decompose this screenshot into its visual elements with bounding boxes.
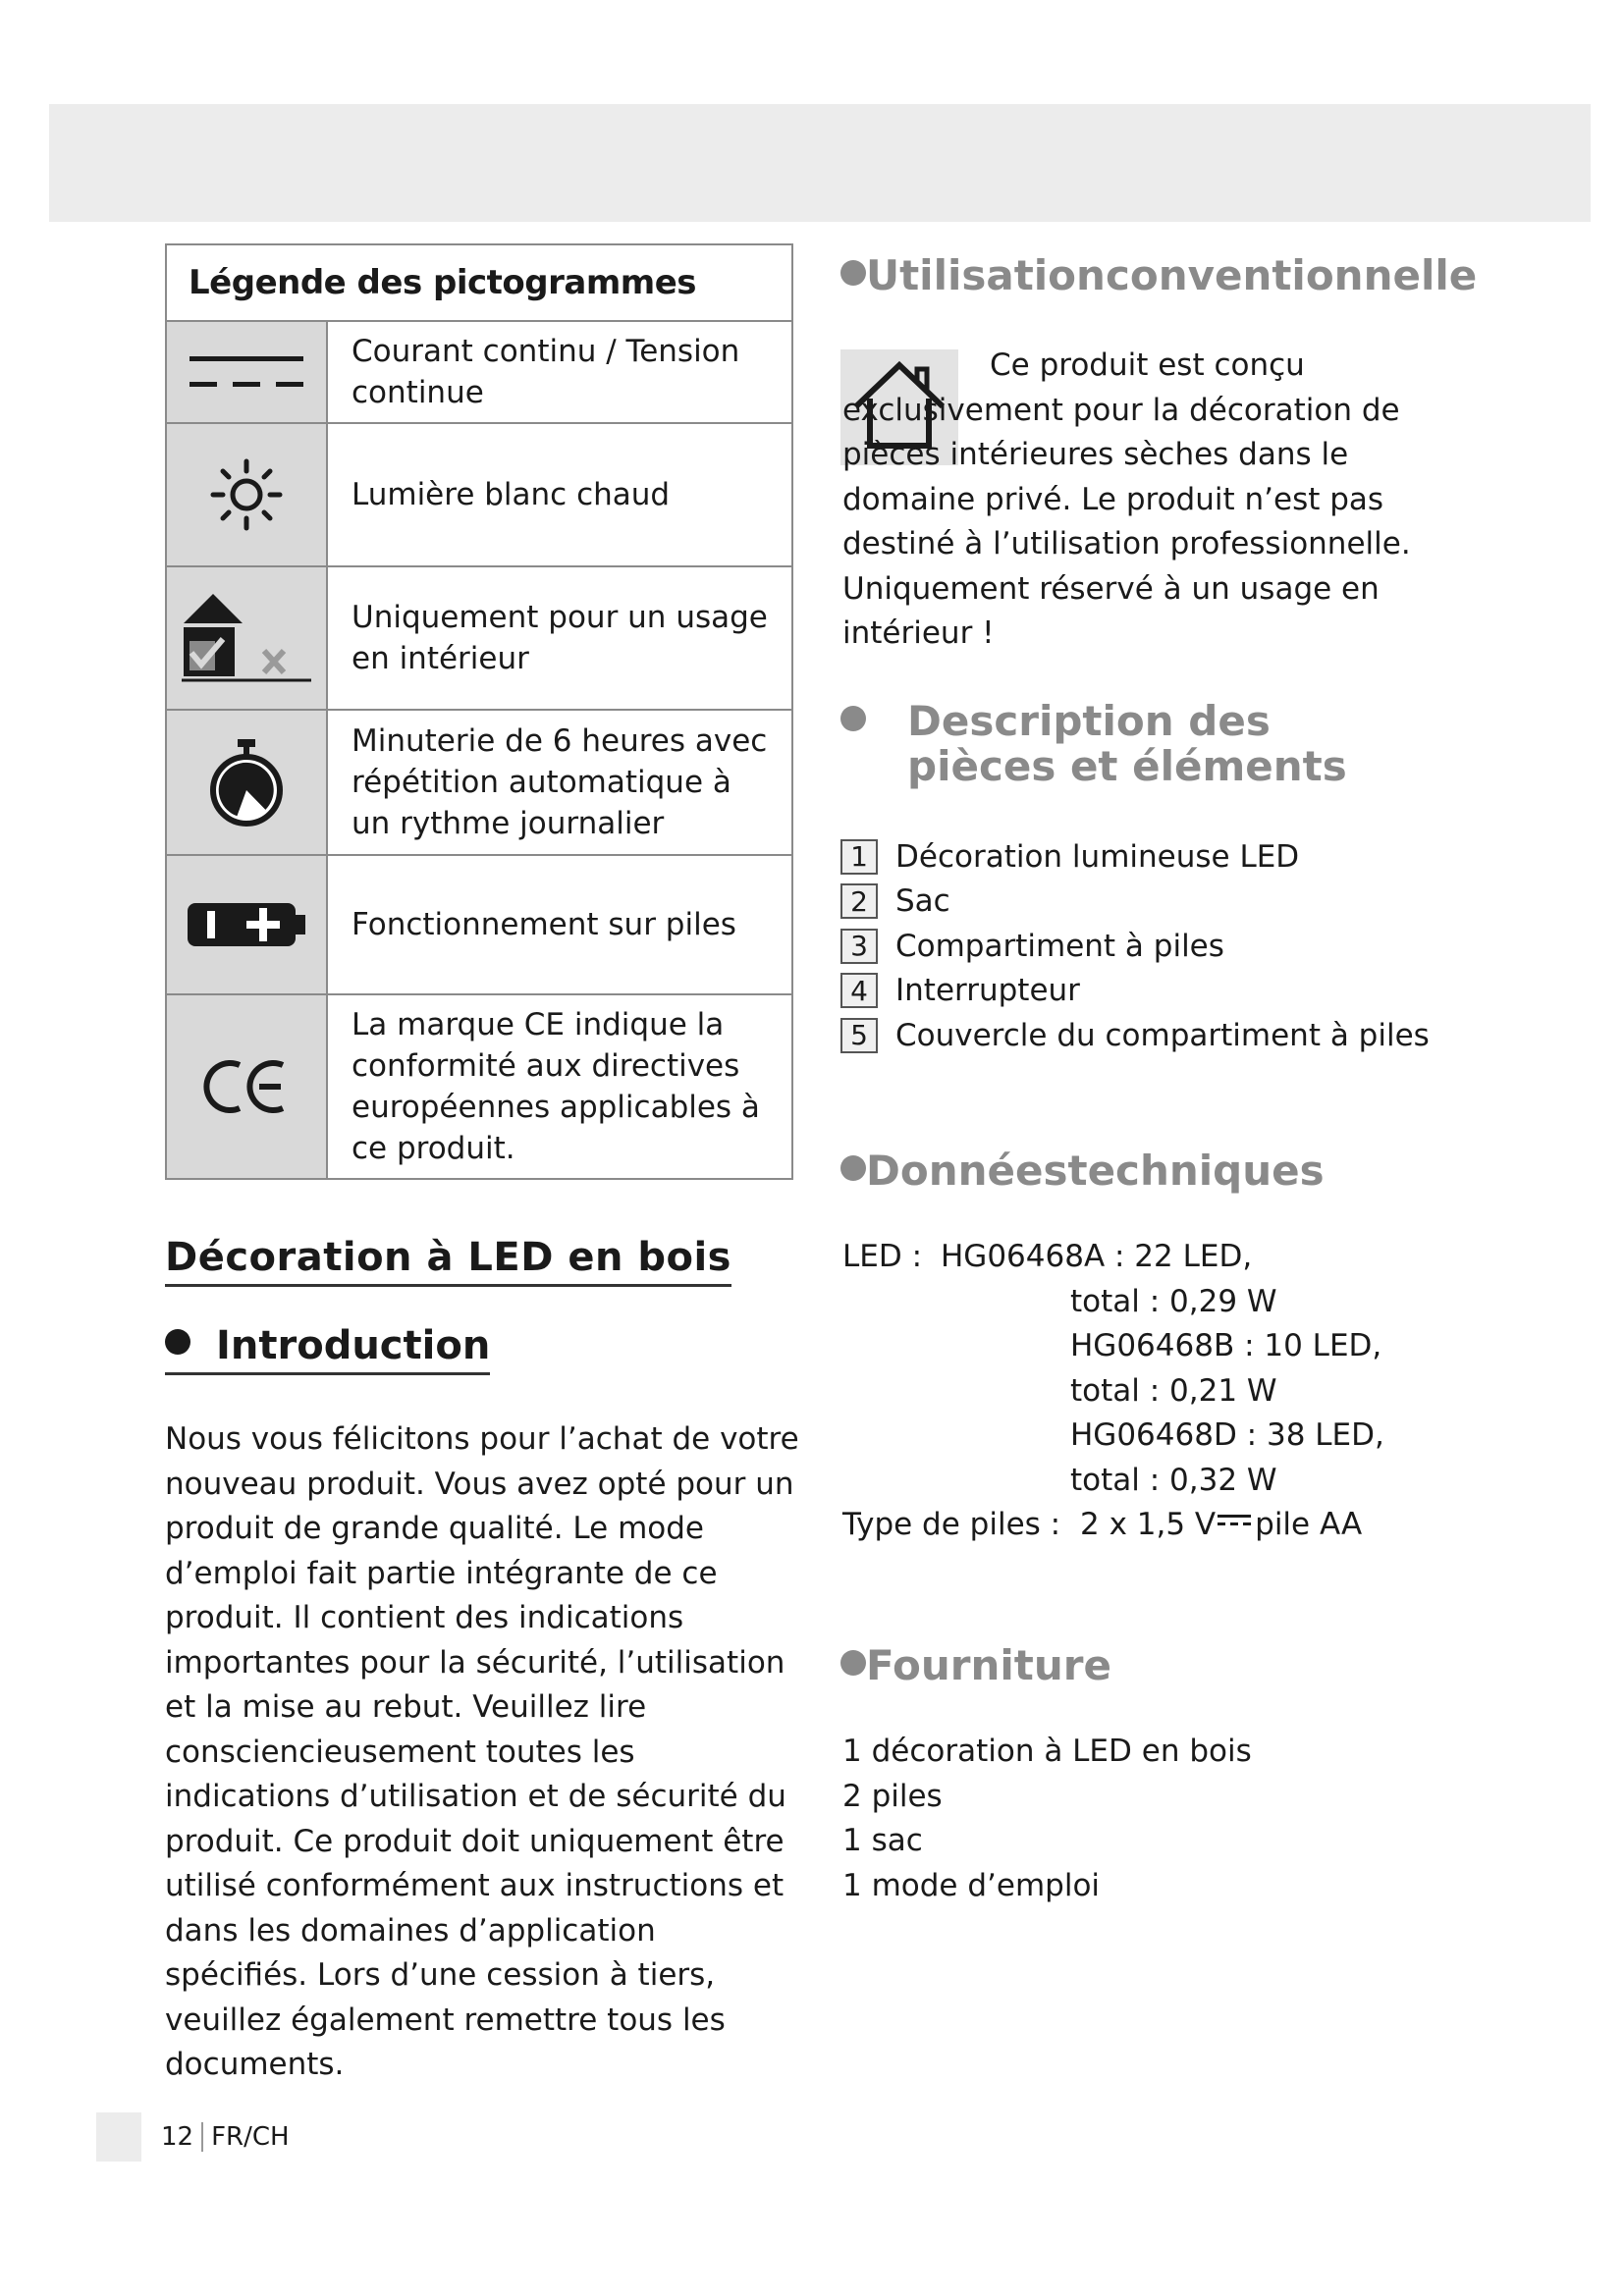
list-item: 2 piles xyxy=(842,1778,943,1814)
list-item xyxy=(840,834,1430,880)
bullet-icon xyxy=(840,1155,866,1181)
part-number: 1 xyxy=(840,839,878,875)
product-title: Décoration à LED en bois xyxy=(165,1235,731,1287)
battery-icon xyxy=(167,856,328,993)
list-item: 1 mode d’emploi xyxy=(842,1867,1101,1903)
timer-icon xyxy=(167,711,328,854)
legend-row xyxy=(167,567,791,711)
bullet-icon xyxy=(840,260,866,286)
usage-heading xyxy=(840,251,1477,299)
ce-mark-icon xyxy=(167,995,328,1178)
list-item xyxy=(840,969,1430,1014)
tech-data xyxy=(842,1235,1384,1548)
page-number: 12 xyxy=(161,2122,203,2152)
legend-row xyxy=(167,322,791,424)
legend-text: Uniquement pour un usage en intérieur xyxy=(352,600,768,676)
part-label: Décoration lumineuse LED xyxy=(895,838,1300,875)
legend-row xyxy=(167,856,791,995)
part-number: 3 xyxy=(840,929,878,964)
introduction-heading-text: Introduction xyxy=(216,1323,491,1368)
sun-icon xyxy=(167,424,328,565)
usage-text: Ce produit est conçu exclusivement pour la décoration de pièces intérieures sèches dans le domaine privé. Le produit n’est pas destiné à l’utilisation professionnelle. Uniquement réservé à un usage en intérieur ! xyxy=(842,347,1411,651)
tech-heading xyxy=(840,1147,1325,1195)
legend-text: Minuterie de 6 heures avec répétition automatique à un rythme journalier xyxy=(352,723,768,841)
part-label: Sac xyxy=(895,883,950,920)
supply-heading-text: Fourniture xyxy=(866,1641,1111,1689)
introduction-heading xyxy=(165,1323,490,1375)
footer-marker xyxy=(96,2112,141,2162)
list-item: 1 sac xyxy=(842,1823,923,1858)
pictogram-legend-table xyxy=(165,243,793,1180)
usage-heading-text: Utilisationconventionnelle xyxy=(866,251,1478,299)
tech-line: HG06468A : 22 LED, xyxy=(941,1239,1253,1274)
part-label: Interrupteur xyxy=(895,973,1080,1009)
led-label: LED : xyxy=(842,1239,923,1274)
battery-type-label: Type de piles : xyxy=(842,1507,1061,1542)
part-label: Compartiment à piles xyxy=(895,928,1224,964)
part-number: 5 xyxy=(840,1018,878,1053)
header-band xyxy=(49,104,1591,222)
indoor-use-icon xyxy=(167,567,328,709)
list-item: 1 décoration à LED en bois xyxy=(842,1734,1252,1769)
part-label: Couvercle du compartiment à piles xyxy=(895,1017,1430,1053)
bullet-icon xyxy=(840,1650,866,1676)
language-code: FR/CH xyxy=(211,2122,290,2152)
list-item xyxy=(840,924,1430,969)
parts-list xyxy=(840,834,1430,1058)
legend-text: Courant continu / Tension continue xyxy=(352,334,740,410)
battery-type-suffix: pile AA xyxy=(1255,1507,1363,1542)
legend-text: Fonctionnement sur piles xyxy=(352,907,736,942)
introduction-text: Nous vous félicitons pour l’achat de votre nouveau produit. Vous avez opté pour un produit de grande qualité. Le mode d’emploi fait partie intégrante de ce produit. Il contient des indications importantes pour la sécurité, l’utilisation et la mise au rebut. Veuillez lire consciencieusement toutes les indications d’utilisation et de sécurité du produit. Ce produit doit uniquement être utilisé conformément aux instructions et dans les domaines d’application spécifiés. Lors d’une cession à tiers, veuillez également remettre tous les documents. xyxy=(165,1421,799,2082)
supply-heading xyxy=(840,1641,1111,1689)
tech-line: HG06468D : 38 LED, xyxy=(1070,1417,1384,1453)
legend-row xyxy=(167,711,791,856)
parts-heading xyxy=(840,699,1430,789)
tech-line: HG06468B : 10 LED, xyxy=(1070,1328,1382,1363)
list-item xyxy=(840,1013,1430,1058)
supply-list xyxy=(842,1730,1252,1908)
tech-line: total : 0,21 W xyxy=(1070,1372,1277,1409)
part-number: 2 xyxy=(840,883,878,919)
page-footer xyxy=(96,2112,290,2162)
legend-row xyxy=(167,995,791,1178)
part-number: 4 xyxy=(840,973,878,1008)
legend-row xyxy=(167,424,791,567)
tech-line: total : 0,29 W xyxy=(1070,1283,1277,1319)
direct-current-icon xyxy=(167,322,328,422)
tech-heading-text: Donnéestechniques xyxy=(866,1147,1325,1195)
dc-symbol-icon xyxy=(1218,1503,1251,1532)
battery-type-value: 2 x 1,5 V xyxy=(1080,1507,1217,1542)
parts-heading-text: Description des pièces et éléments xyxy=(907,697,1347,790)
bullet-icon xyxy=(165,1329,190,1355)
tech-line: total : 0,32 W xyxy=(1070,1462,1277,1498)
bullet-icon xyxy=(840,706,866,731)
legend-title: Légende des pictogrammes xyxy=(167,245,791,322)
legend-text: La marque CE indique la conformité aux directives européennes applicables à ce produit. xyxy=(352,1007,760,1166)
list-item xyxy=(840,880,1430,925)
legend-text: Lumière blanc chaud xyxy=(352,477,671,512)
